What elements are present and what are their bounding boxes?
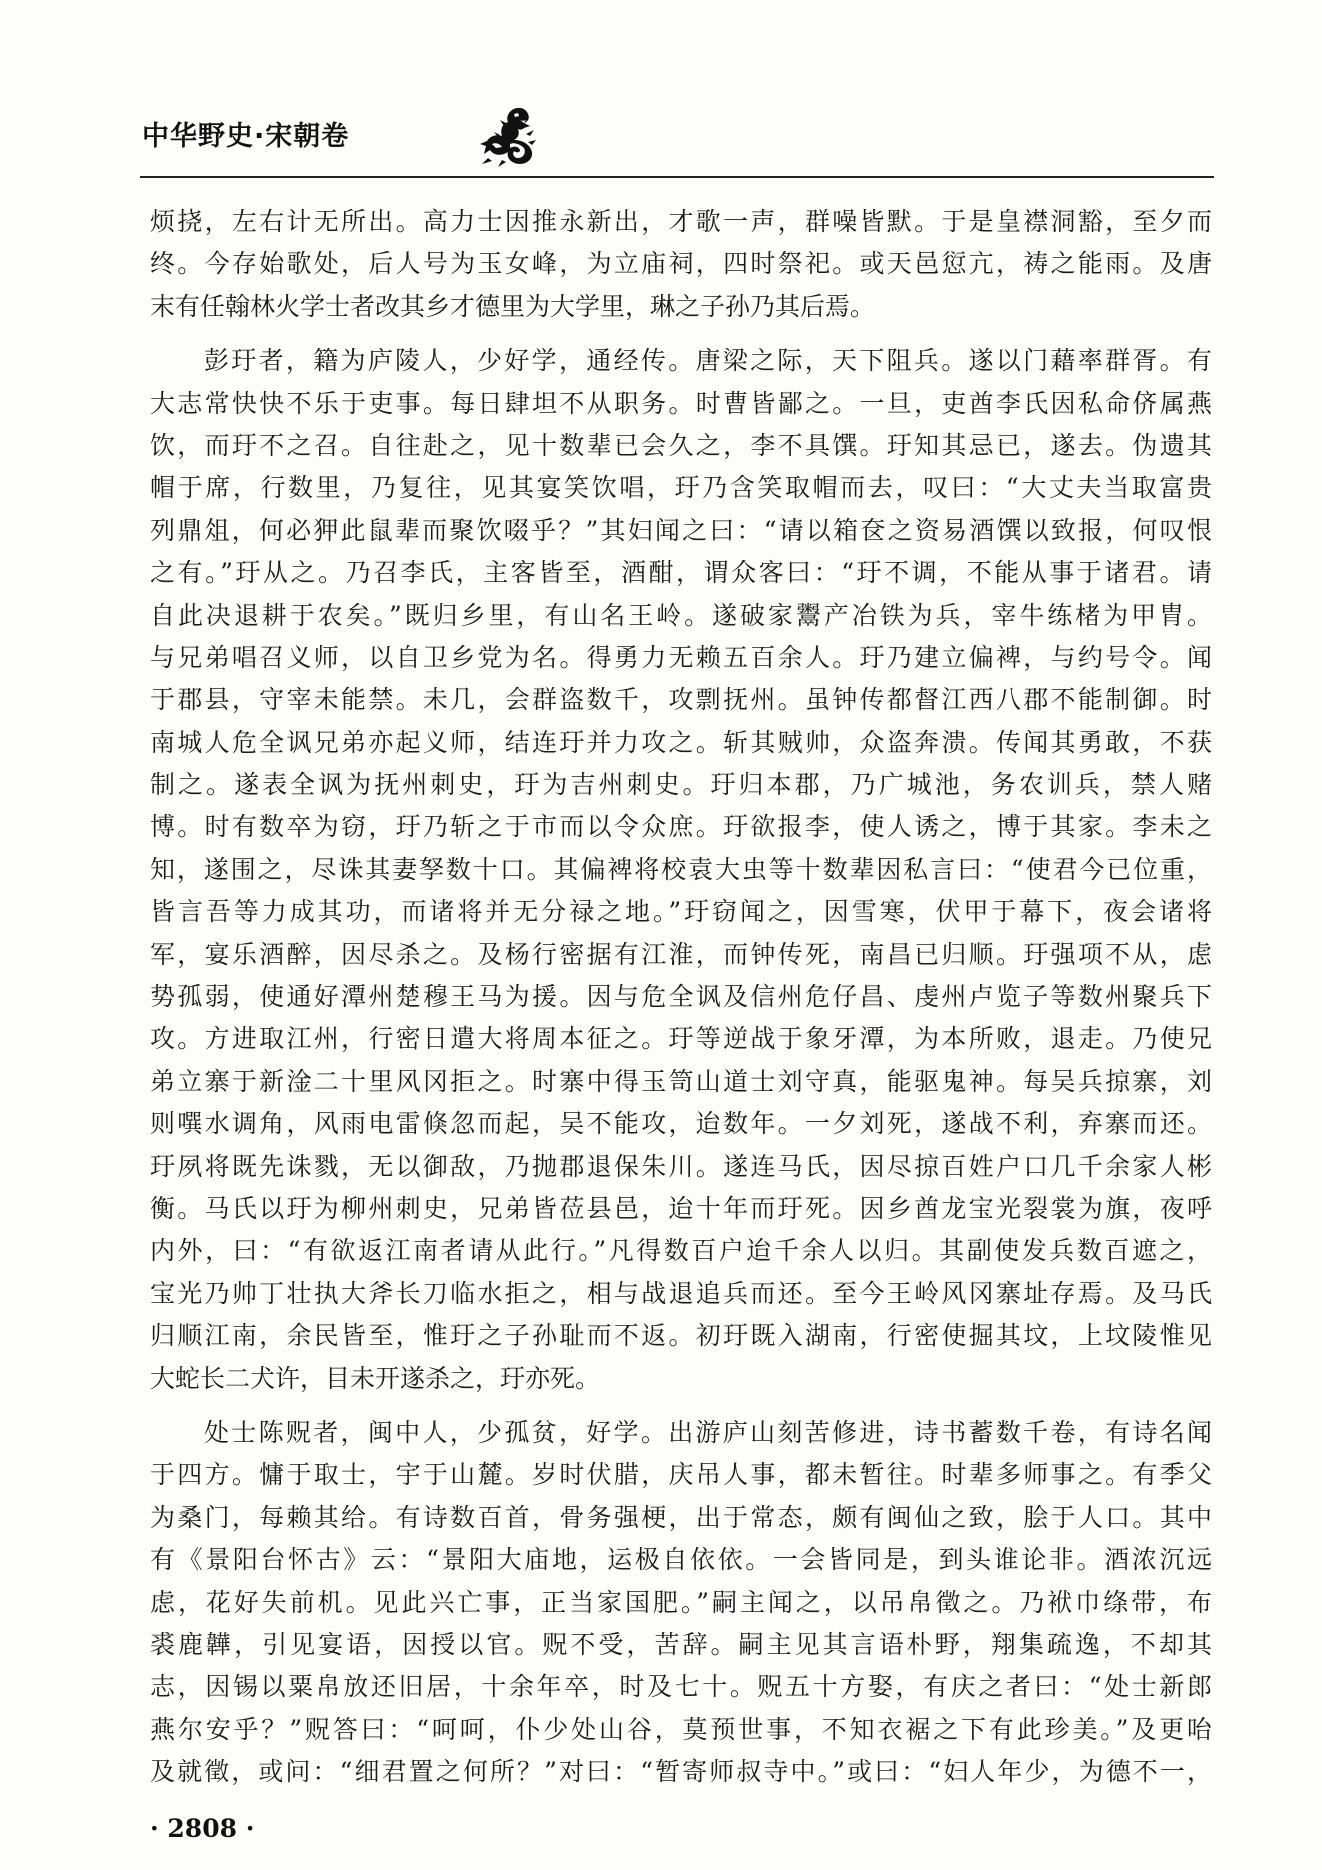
text-line: 帽于席，行数里，乃复往，见其宴笑饮唱，玗乃含笑取帽而去，叹曰：“大丈夫当取富贵 xyxy=(150,473,1212,503)
text-line: 内外，曰：“有欲返江南者请从此行。”凡得数百户迨千余人以归。其副使发兵数百遮之， xyxy=(150,1236,1212,1266)
text-line: 终。今存始歌处，后人号为玉女峰，为立庙祠，四时祭祀。或天邑愆亢，祷之能雨。及唐 xyxy=(150,249,1212,279)
text-line: 军，宴乐酒醉，因尽杀之。及杨行密据有江淮，而钟传死，南昌已归顺。玗强项不从，虑 xyxy=(150,939,1212,969)
text-line: 虑，花好失前机。见此兴亡事，正当家国肥。”嗣主闻之，以吊帛徵之。乃袱巾绦带，布 xyxy=(150,1587,1212,1617)
page-number: · 2808 · xyxy=(150,1814,255,1843)
text-line: 列鼎俎，何必狎此鼠辈而聚饮啜乎？”其妇闻之曰：“请以箱奁之资易酒馔以致报，何叹恨 xyxy=(150,515,1212,545)
text-line: 则噀水调角，风雨电雷倏忽而起，吴不能攻，迨数年。一夕刘死，遂战不利，弃寨而还。 xyxy=(150,1109,1212,1139)
text-line: 裘鹿韡，引见宴语，因授以官。贶不受，苦辞。嗣主见其言语朴野，翔集疏逸，不却其 xyxy=(150,1629,1212,1659)
text-line: 有《景阳台怀古》云：“景阳大庙地，运极自依依。一会皆同是，到头谁论非。酒浓沉远 xyxy=(150,1545,1212,1575)
text-line: 与兄弟唱召义师，以自卫乡党为名。得勇力无赖五百余人。玗乃建立偏裨，与约号令。闻 xyxy=(150,642,1212,672)
text-line: 大志常快快不乐于吏事。每日肆坦不从职务。时曹皆鄙之。一旦，吏酋李氏因私命侪属燕 xyxy=(150,388,1212,418)
text-line: 宝光乃帅丁壮执大斧长刀临水拒之，相与战退追兵而还。至今王岭风冈寨址存焉。及马氏 xyxy=(150,1278,1212,1308)
text-line: 燕尔安乎？”贶答曰：“呵呵，仆少处山谷，莫预世事，不知衣裾之下有此珍美。”及更咍 xyxy=(150,1714,1212,1744)
body-text xyxy=(150,201,1212,1793)
text-line: 及就徵，或问：“细君置之何所？”对曰：“暂寄师叔寺中。”或曰：“妇人年少，为德不一， xyxy=(150,1757,1212,1787)
paragraph-peng-yu xyxy=(150,340,1212,1400)
text-line: 自此决退耕于农矣。”既归乡里，有山名王岭。遂破家鬻产冶铁为兵，宰牛练楮为甲胄。 xyxy=(150,600,1212,630)
text-line: 攻。方进取江州，行密日遣大将周本征之。玗等逆战于象牙潭，为本所败，退走。乃使兄 xyxy=(150,1024,1212,1054)
text-line: 彭玗者，籍为庐陵人，少好学，通经传。唐梁之际，天下阻兵。遂以门藉率群胥。有 xyxy=(204,346,1212,376)
text-line: 南城人危全讽兄弟亦起义师，结连玗并力攻之。斩其贼帅，众盗奔溃。传闻其勇敢，不获 xyxy=(150,727,1212,757)
text-line: 博。时有数卒为窃，玗乃斩之于市而以令众庶。玗欲报李，使人诱之，博于其家。李未之 xyxy=(150,812,1212,842)
text-line: 大蛇长二犬许，目未开遂杀之，玗亦死。 xyxy=(150,1363,601,1393)
text-line: 志，因锡以粟帛放还旧居，十余年卒，时及七十。贶五十方娶，有庆之者曰：“处士新郎 xyxy=(150,1672,1212,1702)
text-line: 处士陈贶者，闽中人，少孤贫，好学。出游庐山刻苦修进，诗书蓄数千卷，有诗名闻 xyxy=(204,1417,1212,1447)
header-rule xyxy=(140,176,1214,178)
text-line: 饮，而玗不之召。自往赴之，见十数辈已会久之，李不具馔。玗知其忌已，遂去。伪遗其 xyxy=(150,430,1212,460)
text-line: 为桑门，每赖其给。有诗数百首，骨务强梗，出于常态，颇有闽仙之致，脍于人口。其中 xyxy=(150,1502,1212,1532)
paragraph-chen-kuang xyxy=(150,1412,1212,1794)
text-line: 之有。”玗从之。乃召李氏，主客皆至，酒酣，谓众客曰：“玗不调，不能从事于诸君。请 xyxy=(150,558,1212,588)
text-line: 衡。马氏以玗为柳州刺史，兄弟皆莅县邑，迨十年而玗死。因乡酋龙宝光裂裳为旗，夜呼 xyxy=(150,1193,1212,1223)
text-line: 弟立寨于新淦二十里风冈拒之。时寨中得玉笥山道士刘守真，能驱鬼神。每吴兵掠寨，刘 xyxy=(150,1066,1212,1096)
text-line: 玗夙将既先诛戮，无以御敌，乃抛郡退保朱川。遂连马氏，因尽掠百姓户口几千余家人彬 xyxy=(150,1151,1212,1181)
text-line: 于郡县，守宰未能禁。未几，会群盗数千，攻剽抚州。虽钟传都督江西八郡不能制御。时 xyxy=(150,685,1212,715)
text-line: 烦挠，左右计无所出。高力士因推永新出，才歌一声，群噪皆默。于是皇襟洞豁，至夕而 xyxy=(150,207,1212,236)
paragraph-continued xyxy=(150,201,1212,328)
text-line: 知，遂围之，尽诛其妻孥数十口。其偏裨将校袁大虫等十数辈因私言曰：“使君今已位重， xyxy=(150,854,1212,884)
text-line: 于四方。慵于取士，宇于山麓。岁时伏腊，庆吊人事，都未暂往。时辈多师事之。有季父 xyxy=(150,1460,1212,1490)
text-line: 皆言吾等力成其功，而诸将并无分禄之地。”玗窃闻之，因雪寒，伏甲于幕下，夜会诸将 xyxy=(150,897,1212,927)
text-line: 归顺江南，余民皆至，惟玗之子孙耻而不返。初玗既入湖南，行密使掘其坟，上坟陵惟见 xyxy=(150,1321,1212,1351)
text-line: 制之。遂表全讽为抚州刺史，玗为吉州刺史。玗归本郡，乃广城池，务农训兵，禁人赌 xyxy=(150,770,1212,800)
text-line: 末有任翰林火学士者改其乡才德里为大学里，琳之子孙乃其后焉。 xyxy=(150,291,876,321)
dragon-icon xyxy=(478,104,538,168)
text-line: 势孤弱，使通好潭州楚穆王马为援。因与危全讽及信州危仔昌、虔州卢览子等数州聚兵下 xyxy=(150,982,1212,1012)
running-head-title: 中华野史·宋朝卷 xyxy=(142,121,350,152)
